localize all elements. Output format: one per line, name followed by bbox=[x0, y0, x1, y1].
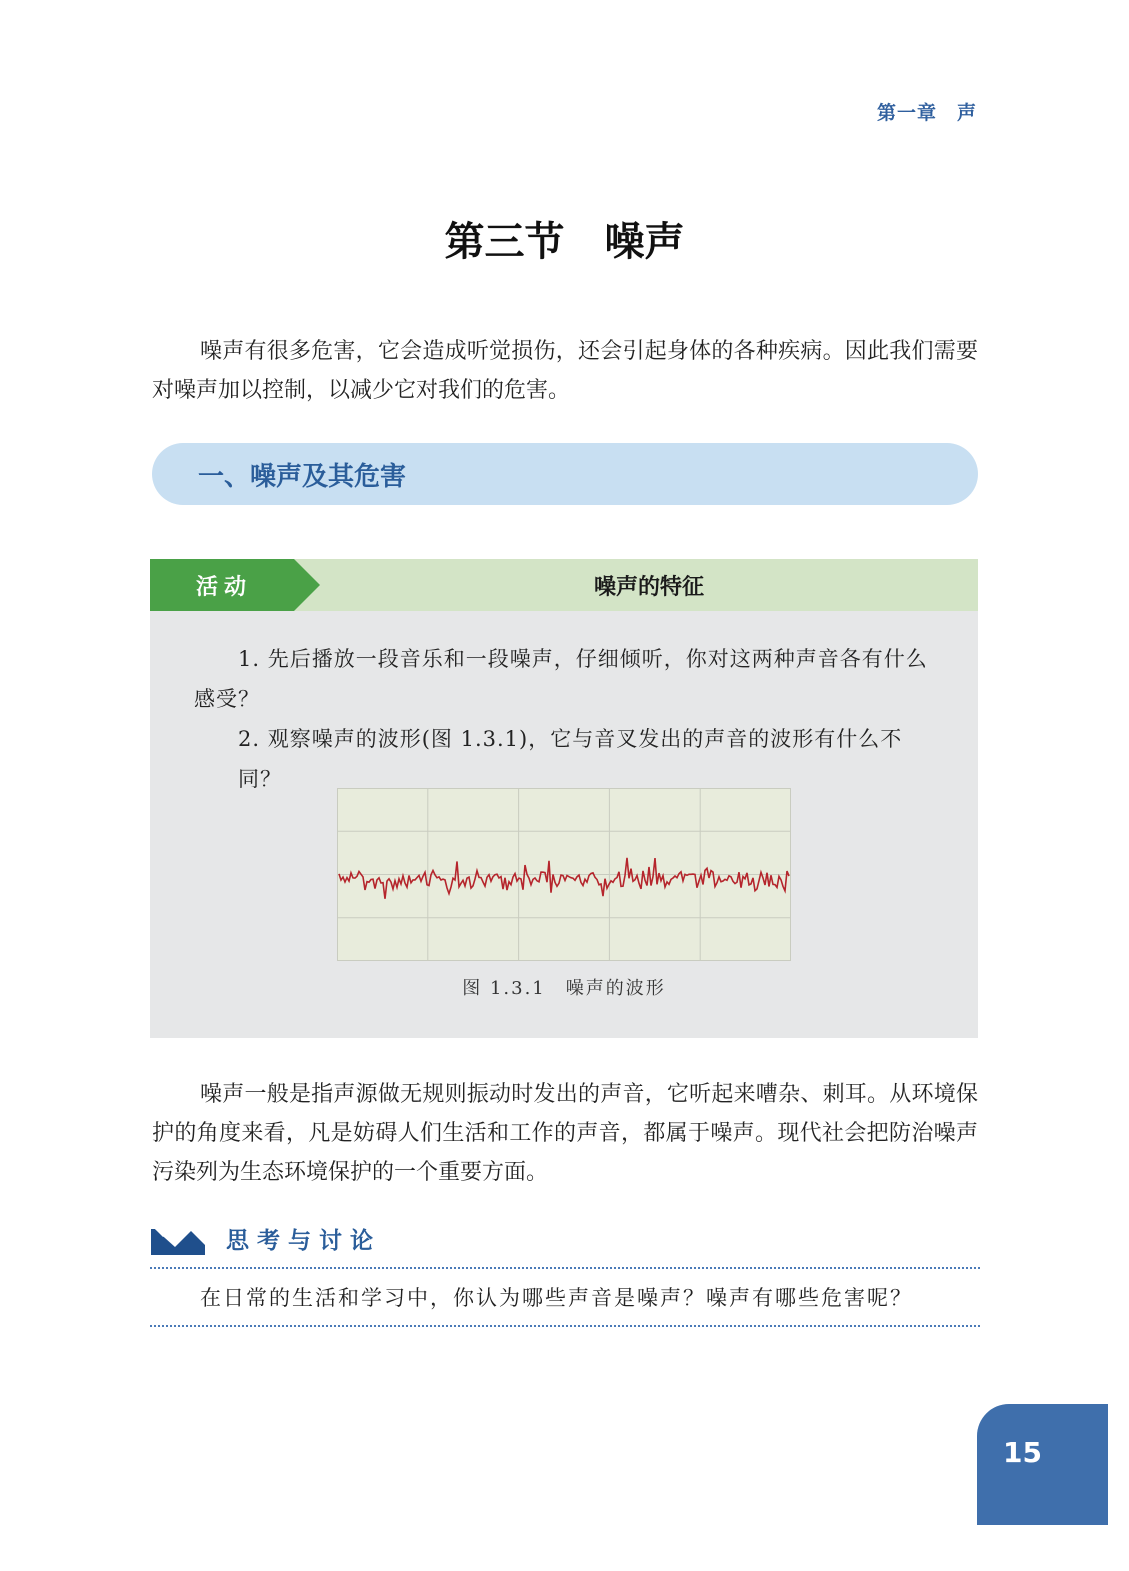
noise-waveform-chart bbox=[337, 788, 791, 961]
subsection-title: 一、噪声及其危害 bbox=[198, 462, 407, 492]
mountain-icon bbox=[151, 1225, 205, 1255]
waveform-grid bbox=[337, 788, 791, 961]
activity-title: 噪声的特征 bbox=[593, 575, 704, 600]
activity-header bbox=[150, 559, 978, 611]
activity-box bbox=[150, 559, 978, 1038]
discussion-divider-bottom bbox=[150, 1325, 980, 1327]
discussion-divider-top bbox=[150, 1267, 980, 1269]
noise-waveform-figure bbox=[337, 788, 791, 961]
discussion-question: 在日常的生活和学习中，你认为哪些声音是噪声？噪声有哪些危害呢？ bbox=[200, 1286, 913, 1310]
noise-waveform-line bbox=[339, 858, 789, 899]
activity-tag bbox=[150, 559, 320, 611]
figure-caption: 图 1.3.1 噪声的波形 bbox=[462, 978, 666, 999]
activity-item-1: 1. 先后播放一段音乐和一段噪声，仔细倾听，你对这两种声音各有什么感受？ bbox=[194, 647, 928, 711]
subsection-banner bbox=[152, 443, 978, 505]
activity-item-2: 2. 观察噪声的波形(图 1.3.1)，它与音叉发出的声音的波形有什么不同？ bbox=[238, 727, 903, 791]
discussion-heading: 思考与讨论 bbox=[226, 1228, 381, 1254]
intro-paragraph: 噪声有很多危害，它会造成听觉损伤，还会引起身体的各种疾病。因此我们需要对噪声加以控制，以减少它对我们的危害。 bbox=[152, 339, 978, 403]
page-number: 15 bbox=[1003, 1436, 1042, 1469]
page-number-tab bbox=[977, 1404, 1108, 1525]
body-paragraph: 噪声一般是指声源做无规则振动时发出的声音，它听起来嘈杂、刺耳。从环境保护的角度来看，凡是妨碍人们生活和工作的声音，都属于噪声。现代社会把防治噪声污染列为生态环境保护的一个重要方面。 bbox=[152, 1082, 978, 1185]
section-title: 第三节 噪声 bbox=[444, 219, 685, 265]
activity-tag-label: 活动 bbox=[196, 575, 253, 600]
chapter-header: 第一章 声 bbox=[876, 102, 977, 124]
